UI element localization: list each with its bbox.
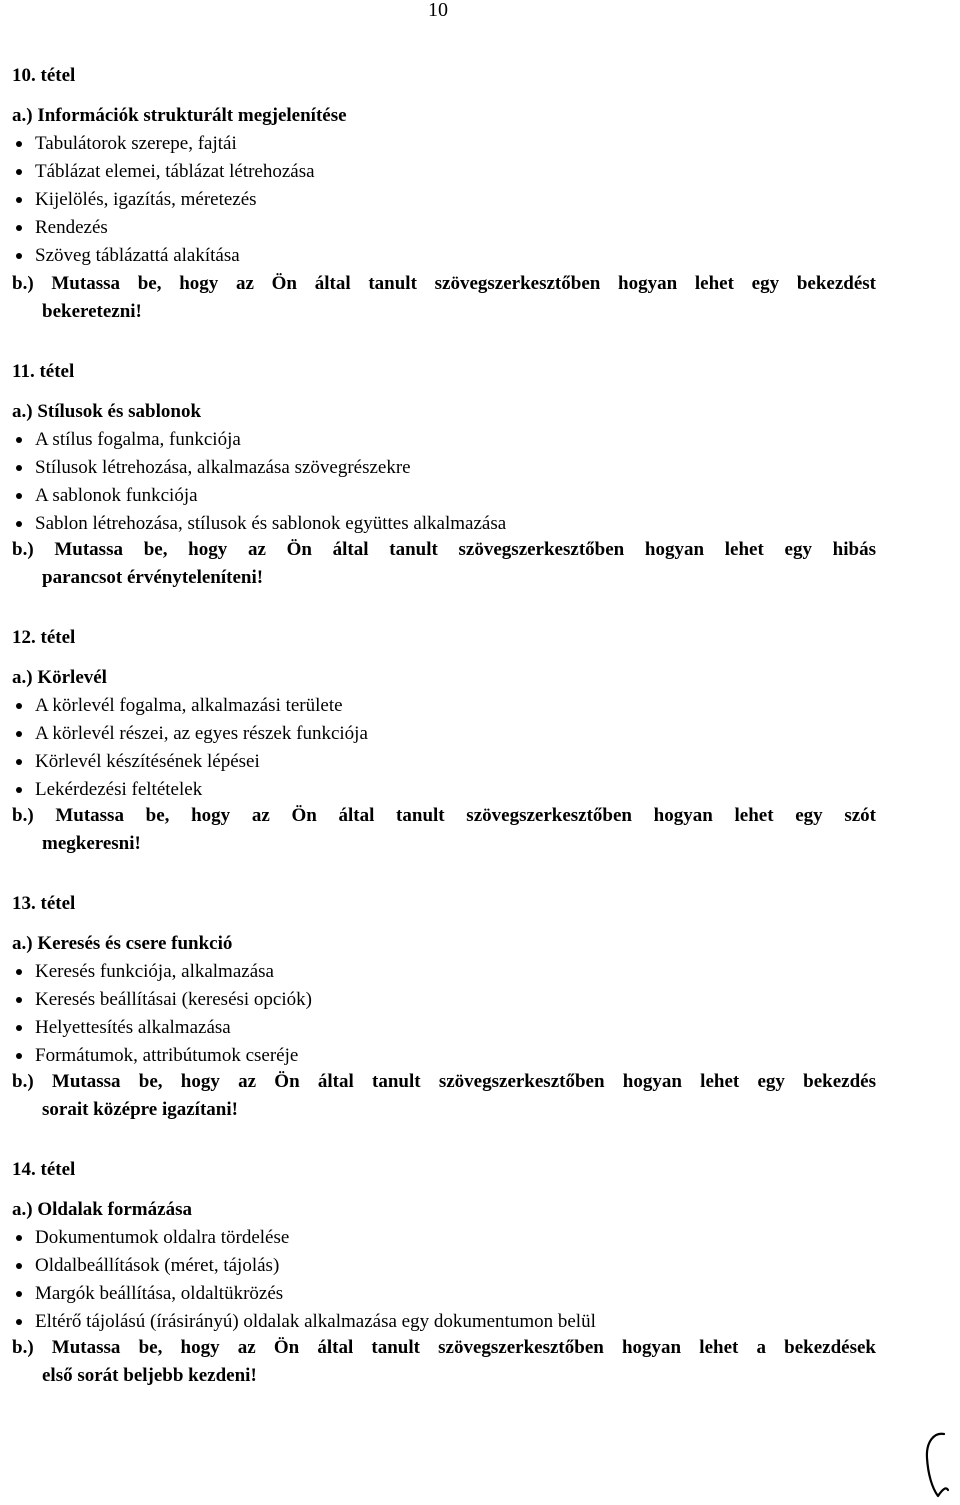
list-item: Margók beállítása, oldaltükrözés <box>0 1280 596 1308</box>
bullet-icon <box>16 759 22 765</box>
list-item: Lekérdezési feltételek <box>0 776 368 804</box>
bullet-icon <box>16 197 22 203</box>
bullet-icon <box>16 465 22 471</box>
bullet-icon <box>16 493 22 499</box>
topic-bullet-list <box>0 426 506 538</box>
topic-heading: a.) Keresés és csere funkció <box>12 933 233 954</box>
bullet-icon <box>16 703 22 709</box>
topic-heading: a.) Információk strukturált megjelenítése <box>12 105 347 126</box>
list-item: Helyettesítés alkalmazása <box>0 1014 312 1042</box>
bullet-icon <box>16 169 22 175</box>
tetel-title: 12. tétel <box>12 627 76 648</box>
task-b-line-1: b.) Mutassa be, hogy az Ön által tanult szövegszerkesztőben hogyan lehet a bekezdések <box>12 1337 876 1358</box>
tetel-title: 13. tétel <box>12 893 76 914</box>
list-item: A stílus fogalma, funkciója <box>0 426 506 454</box>
bullet-icon <box>16 141 22 147</box>
list-item: A körlevél részei, az egyes részek funkciója <box>0 720 368 748</box>
task-b-line-2: sorait középre igazítani! <box>42 1099 238 1120</box>
list-item: Tabulátorok szerepe, fajtái <box>0 130 315 158</box>
bullet-icon <box>16 225 22 231</box>
list-item: Rendezés <box>0 214 315 242</box>
page-number: 10 <box>428 0 448 21</box>
list-item: Oldalbeállítások (méret, tájolás) <box>0 1252 596 1280</box>
tetel-title: 10. tétel <box>12 65 76 86</box>
list-item: Kijelölés, igazítás, méretezés <box>0 186 315 214</box>
task-b-line-2: első sorát beljebb kezdeni! <box>42 1365 257 1386</box>
handwritten-signature <box>918 1428 954 1500</box>
bullet-icon <box>16 437 22 443</box>
task-b-line-1: b.) Mutassa be, hogy az Ön által tanult szövegszerkesztőben hogyan lehet egy hibás <box>12 539 876 560</box>
list-item: Táblázat elemei, táblázat létrehozása <box>0 158 315 186</box>
bullet-icon <box>16 521 22 527</box>
list-item: Körlevél készítésének lépései <box>0 748 368 776</box>
topic-heading: a.) Oldalak formázása <box>12 1199 192 1220</box>
bullet-icon <box>16 997 22 1003</box>
bullet-icon <box>16 731 22 737</box>
bullet-icon <box>16 1235 22 1241</box>
list-item: Dokumentumok oldalra tördelése <box>0 1224 596 1252</box>
task-b-line-2: bekeretezni! <box>42 301 142 322</box>
bullet-icon <box>16 969 22 975</box>
topic-heading: a.) Körlevél <box>12 667 107 688</box>
list-item: A sablonok funkciója <box>0 482 506 510</box>
task-b-line-1: b.) Mutassa be, hogy az Ön által tanult szövegszerkesztőben hogyan lehet egy bekezdés <box>12 1071 876 1092</box>
bullet-icon <box>16 253 22 259</box>
task-b-line-1: b.) Mutassa be, hogy az Ön által tanult szövegszerkesztőben hogyan lehet egy szót <box>12 805 876 826</box>
list-item: Sablon létrehozása, stílusok és sablonok együttes alkalmazása <box>0 510 506 538</box>
bullet-icon <box>16 787 22 793</box>
topic-bullet-list <box>0 958 312 1070</box>
task-b-line-2: megkeresni! <box>42 833 141 854</box>
list-item: Formátumok, attribútumok cseréje <box>0 1042 312 1070</box>
bullet-icon <box>16 1291 22 1297</box>
topic-bullet-list <box>0 130 315 270</box>
list-item: A körlevél fogalma, alkalmazási területe <box>0 692 368 720</box>
topic-bullet-list <box>0 1224 596 1336</box>
list-item: Szöveg táblázattá alakítása <box>0 242 315 270</box>
task-b-line-2: parancsot érvényteleníteni! <box>42 567 264 588</box>
list-item: Keresés funkciója, alkalmazása <box>0 958 312 986</box>
list-item: Keresés beállításai (keresési opciók) <box>0 986 312 1014</box>
list-item: Eltérő tájolású (írásirányú) oldalak alkalmazása egy dokumentumon belül <box>0 1308 596 1336</box>
topic-bullet-list <box>0 692 368 804</box>
bullet-icon <box>16 1263 22 1269</box>
topic-heading: a.) Stílusok és sablonok <box>12 401 202 422</box>
tetel-title: 14. tétel <box>12 1159 76 1180</box>
bullet-icon <box>16 1053 22 1059</box>
list-item: Stílusok létrehozása, alkalmazása szövegrészekre <box>0 454 506 482</box>
task-b-line-1: b.) Mutassa be, hogy az Ön által tanult szövegszerkesztőben hogyan lehet egy bekezdést <box>12 273 876 294</box>
bullet-icon <box>16 1319 22 1325</box>
tetel-title: 11. tétel <box>12 361 75 382</box>
bullet-icon <box>16 1025 22 1031</box>
